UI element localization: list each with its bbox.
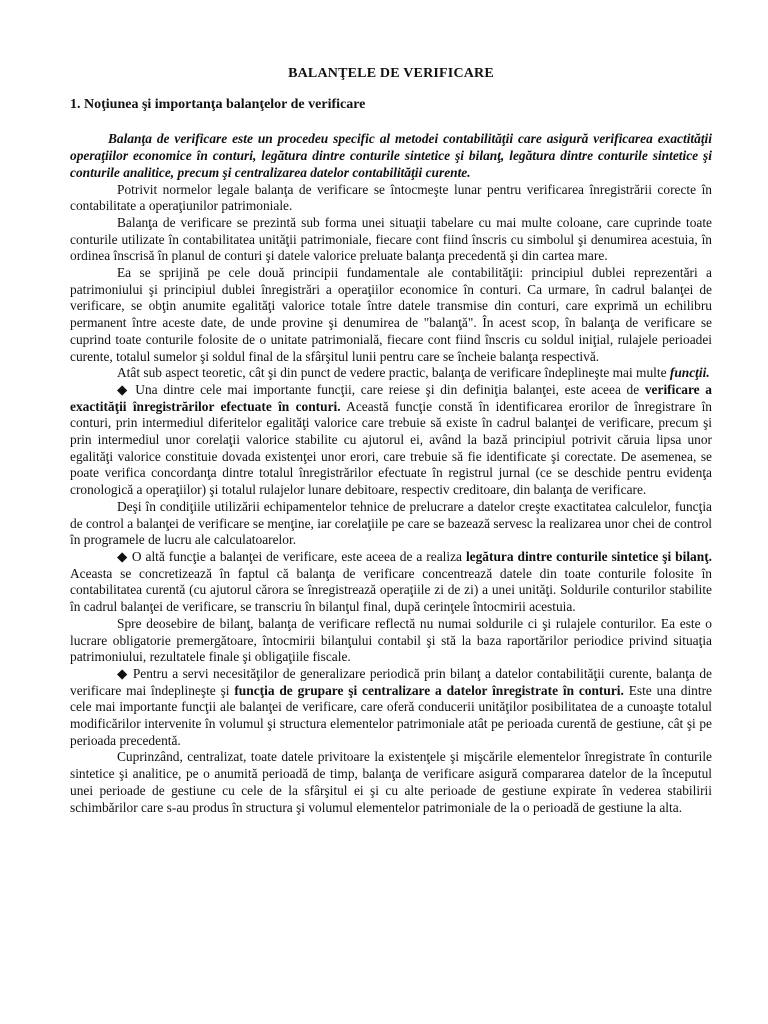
paragraph-3: Ea se sprijină pe cele două principii fundamentale ale contabilităţii: principiul dublei reprezentări a patrimoniului şi principiul dublei înregistrări a operaţiilor economice în conturi. Ca urmare, în cadrul balanţei de verificare, se obţin anumite egalităţi valorice totale între datele transmise din conturi, care exprimă un echilibru permanent între aceste date, de unde provine şi denumirea de "balanţă". În acest scop, în balanţa de verificare se cuprind toate conturile folosite de o unitate patrimonială, fiecare cont fiind înscris cu soldul iniţial, rulajele perioadei curente, totalul sumelor şi soldul final de la sfârşitul lunii pentru care se încheie balanţa respectivă. bbox=[70, 265, 712, 364]
paragraph-2: Balanţa de verificare se prezintă sub forma unei situaţii tabelare cu mai multe coloane, care cuprinde toate conturile utilizate în contabilitatea unităţii patrimoniale, fiecare cont fiind înscris cu simbolul şi denumirea acestuia, în ordinea înscrisă în planul de conturi şi datele valorice preluate balanţa precedentă şi din cartea mare. bbox=[70, 214, 712, 264]
paragraph-5-text-end: Această funcţie constă în identificarea erorilor de înregistrare în conturi, prin intermediul diferitelor egalităţi valorice care trebuie să existe în cadrul balanţei de verificare, precum şi prin intermediul unor corelaţii valorice stabilite cu ajutorul ei, având la bază principiul potrivit căruia lipsa unor egalităţi valorice constituie dovada existenţei unor erori, care trebuie să fie identificate şi corectate. De asemenea, se poate verifica concordanţa dintre totalul înregistrărilor efectuate în registrul jurnal (ce se deschide pentru evidenţa cronologică a operaţiilor) şi totalul rulajelor lunare debitoare, respectiv creditoare, din balanţa de verificare. bbox=[70, 398, 713, 498]
paragraph-7-text-start: O altă funcţie a balanţei de verificare, este aceea de a realiza bbox=[127, 548, 466, 564]
paragraph-4-emphasis: funcţii. bbox=[669, 365, 710, 381]
paragraph-8: Spre deosebire de bilanţ, balanţa de verificare reflectă nu numai soldurile ci şi rulajele conturilor. Ea este o lucrare obligatorie premergătoare, întocmirii bilanţului contabil şi stă la baza raportărilor periodice privind situaţia patrimoniului, rezultatele finale şi obligaţiile fiscale. bbox=[70, 615, 712, 665]
paragraph-9-text-start: Pentru a servi necesităţilor de generalizare periodică prin bilanţ a datelor contabilităţii curente, balanţa de verificare mai îndeplineşte şi bbox=[70, 665, 712, 698]
section-heading: 1. Noţiunea şi importanţa balanţelor de verificare bbox=[70, 96, 366, 112]
paragraph-10: Cuprinzând, centralizat, toate datele privitoare la existenţele şi mişcările elementelor înregistrate în conturile sintetice şi analitice, pe o anumită perioadă de timp, balanţa de verificare asigură compararea datelor de la începutul unei perioade de gestiune cu cele de la sfârşitul ei şi cu alte perioade de gestiune expirate în vederea stabilirii schimbărilor care s-au produs în structura şi volumul elementelor patrimoniale de la o perioadă de gestiune la alta. bbox=[70, 749, 712, 815]
definition-paragraph: Balanţa de verificare este un procedeu specific al metodei contabilităţii care asigură verificarea exactităţii operaţiilor economice în conturi, legătura dintre conturile sintetice şi bilanţ, legătura dintre conturile sintetice şi conturile analitice, precum şi centralizarea datelor contabilităţii curente. bbox=[70, 131, 712, 180]
paragraph-7 bbox=[70, 549, 712, 616]
bullet-icon: ◆ bbox=[117, 665, 129, 681]
paragraph-4 bbox=[70, 365, 712, 382]
paragraph-7-text-end: Aceasta se concretizează în faptul că balanţa de verificare concentrează datele din toate conturile folosite în contabilitatea curentă (cu ajutorul cărora se înregistrează operaţiile zi de zi) a unei unităţi. Soldurile conturilor stabilite în cadrul balanţei de verificare, se transcriu în bilanţul final, după cerinţele întocmirii acestuia. bbox=[70, 565, 712, 615]
paragraph-5 bbox=[70, 382, 712, 499]
document-page bbox=[70, 66, 712, 816]
bullet-icon: ◆ bbox=[117, 381, 130, 397]
paragraph-9 bbox=[70, 666, 712, 750]
paragraph-5-emphasis: verificare a exactităţii înregistrărilor efectuate în conturi. bbox=[70, 381, 712, 414]
document-title: BALANŢELE DE VERIFICARE bbox=[288, 66, 494, 81]
paragraph-5-text-start: Una dintre cele mai importante funcţii, care reiese şi din definiţia balanţei, este aceea de bbox=[129, 381, 645, 397]
paragraph-6: Deşi în condiţiile utilizării echipamentelor tehnice de prelucrare a datelor creşte exactitatea calculelor, funcţia de control a balanţei de verificare se menţine, iar corelaţiile pe care se bazează servesc la realizarea unor chei de control în programele de lucru ale calculatoarelor. bbox=[70, 498, 713, 548]
paragraph-9-emphasis: funcţia de grupare şi centralizare a datelor înregistrate în conturi. bbox=[234, 682, 624, 698]
paragraph-9-text-end: Este una dintre cele mai importante funcţii ale balanţei de verificare, care oferă conducerii unităţilor posibilitatea de a cunoaşte totalul modificărilor intervenite în volumul şi structura elementelor patrimoniale atât pe perioada curentă de gestiune, cât şi pe perioada precedentă. bbox=[70, 682, 712, 748]
paragraph-4-text: Atât sub aspect teoretic, cât şi din punct de vedere practic, balanţa de verificare îndeplineşte mai multe bbox=[117, 365, 670, 381]
bullet-icon: ◆ bbox=[117, 548, 128, 564]
paragraph-7-emphasis: legătura dintre conturile sintetice şi bilanţ. bbox=[465, 548, 712, 564]
paragraph-1: Potrivit normelor legale balanţa de verificare se întocmeşte lunar pentru verificarea înregistrării corecte în contabilitate a operaţiunilor patrimoniale. bbox=[70, 181, 712, 214]
